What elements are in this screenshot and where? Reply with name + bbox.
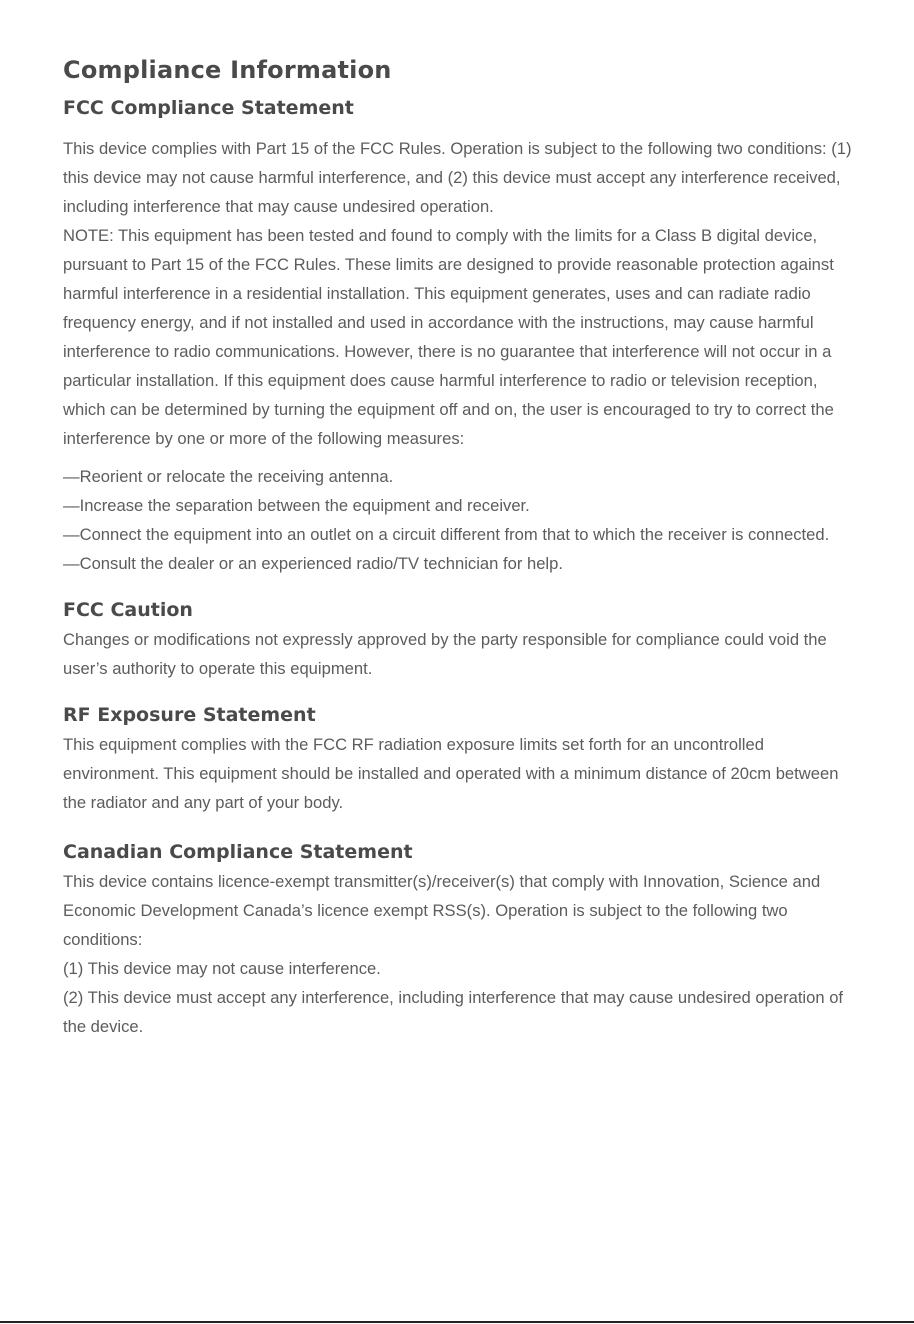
list-item: —Consult the dealer or an experienced radio/TV technician for help. xyxy=(63,554,563,573)
document-page xyxy=(63,52,853,1041)
fcc-conditions-paragraph: This device complies with Part 15 of the FCC Rules. Operation is subject to the following two conditions: (1) this device may not cause harmful interference, and (2) this device must accept any interference received, including interference that may cause undesired operation. xyxy=(63,139,852,216)
canadian-compliance-heading: Canadian Compliance Statement xyxy=(63,841,413,863)
canadian-condition-2: (2) This device must accept any interference, including interference that may cause undesired operation of the device. xyxy=(63,988,844,1036)
list-item: —Reorient or relocate the receiving antenna. xyxy=(63,467,394,486)
fcc-measures-list xyxy=(63,462,853,578)
page-bottom-rule xyxy=(0,1321,914,1323)
canadian-intro-text: This device contains licence-exempt transmitter(s)/receiver(s) that comply with Innovation, Science and Economic Development Canada’s licence exempt RSS(s). Operation is subject to the following two conditions: xyxy=(63,872,821,949)
fcc-compliance-heading: FCC Compliance Statement xyxy=(63,97,354,119)
fcc-note-paragraph: NOTE: This equipment has been tested and found to comply with the limits for a Class B digital device, pursuant to Part 15 of the FCC Rules. These limits are designed to provide reasonable protection against harmful interference in a residential installation. This equipment generates, uses and can radiate radio frequency energy, and if not installed and used in accordance with the instructions, may cause harmful interference to radio communications. However, there is no guarantee that interference will not occur in a particular installation. If this equipment does cause harmful interference to radio or television reception, which can be determined by turning the equipment off and on, the user is encouraged to try to correct the interference by one or more of the following measures: xyxy=(63,226,834,448)
fcc-caution-heading: FCC Caution xyxy=(63,599,193,621)
list-item: —Connect the equipment into an outlet on a circuit different from that to which the receiver is connected. xyxy=(63,525,830,544)
fcc-caution-text: Changes or modifications not expressly approved by the party responsible for compliance could void the user’s authority to operate this equipment. xyxy=(63,630,827,678)
page-title: Compliance Information xyxy=(63,56,392,84)
rf-exposure-text: This equipment complies with the FCC RF radiation exposure limits set forth for an uncontrolled environment. This equipment should be installed and operated with a minimum distance of 20cm between the radiator and any part of your body. xyxy=(63,735,839,812)
list-item: —Increase the separation between the equipment and receiver. xyxy=(63,496,530,515)
canadian-condition-1: (1) This device may not cause interference. xyxy=(63,959,381,978)
rf-exposure-heading: RF Exposure Statement xyxy=(63,704,316,726)
